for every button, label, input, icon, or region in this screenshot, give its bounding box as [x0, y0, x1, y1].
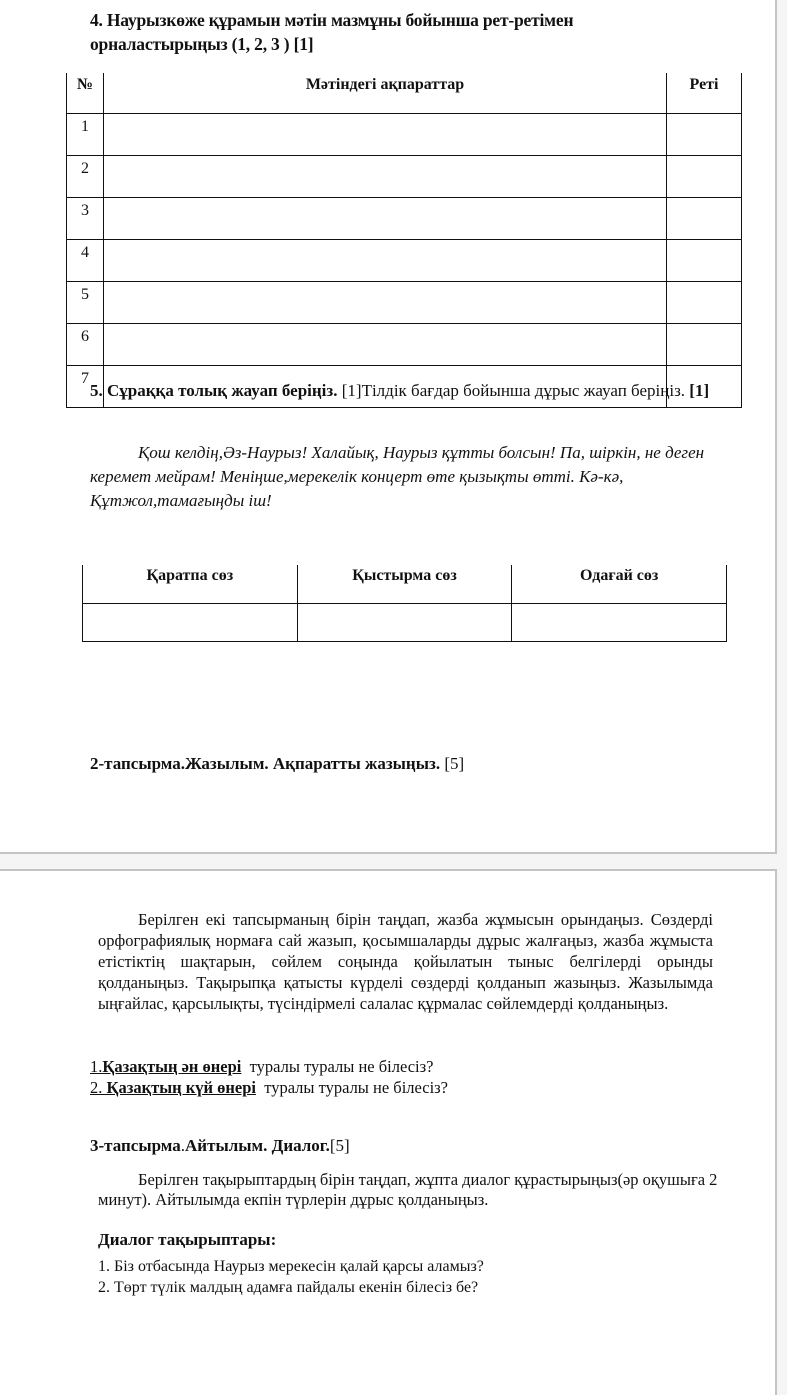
info-cell[interactable]: [104, 240, 667, 282]
header-parenthetical-word: Қыстырма сөз: [297, 565, 512, 604]
dialog-topic-item: 1. Біз отбасында Наурыз мерекесін қалай қарсы аламыз?: [98, 1258, 484, 1275]
info-cell[interactable]: [104, 282, 667, 324]
task-3-title: [90, 1136, 350, 1156]
header-address-word: Қаратпа сөз: [83, 565, 298, 604]
table-row: [67, 156, 742, 198]
option-1-rest: туралы туралы не білесіз?: [241, 1057, 434, 1076]
option-2: [90, 1077, 448, 1098]
question-5-bold: 5. Сұраққа толық жауап беріңіз.: [90, 381, 338, 400]
task-3-score: [5]: [329, 1136, 350, 1155]
row-number: 2: [67, 156, 104, 198]
row-number: 3: [67, 198, 104, 240]
task-3-instructions: Берілген тақырыптардың бірін таңдап, жұпта диалог құрастырыңыз(әр оқушыға 2 минут). Айтылымда екпін түрлерін дұрыс қолданыңыз.: [98, 1170, 718, 1209]
option-2-rest: туралы туралы не білесіз?: [255, 1078, 448, 1097]
answer-cell[interactable]: [297, 604, 512, 642]
word-type-table: [82, 565, 727, 642]
row-number: 5: [67, 282, 104, 324]
info-cell[interactable]: [104, 324, 667, 366]
question-5-instruction: [1]Тілдік бағдар бойынша дұрыс жауап беріңіз.: [337, 381, 690, 400]
option-1-number: 1.: [90, 1057, 103, 1076]
table-row: [67, 324, 742, 366]
order-cell[interactable]: [667, 324, 742, 366]
task-2-title-bold: 2-тапсырма.Жазылым. Ақпаратты жазыңыз.: [90, 754, 441, 773]
table-row: [67, 114, 742, 156]
ordering-table: [66, 73, 742, 408]
info-cell[interactable]: [104, 198, 667, 240]
question-4-title: 4. Наурызкөже құрамын мәтін мазмұны бойынша рет-ретімен орналастырыңыз (1, 2, 3 ) [1]: [90, 10, 574, 54]
dialog-topics-list: [98, 1256, 484, 1298]
table-row: [67, 282, 742, 324]
dialog-topics-title: Диалог тақырыптары:: [98, 1230, 277, 1249]
answer-cell[interactable]: [83, 604, 298, 642]
answer-cell[interactable]: [512, 604, 727, 642]
row-number: 1: [67, 114, 104, 156]
order-cell[interactable]: [667, 114, 742, 156]
task-2-score: [5]: [440, 754, 465, 773]
option-1: [90, 1056, 448, 1077]
header-text-info: Мәтіндегі ақпараттар: [104, 73, 667, 114]
row-number: 4: [67, 240, 104, 282]
row-number: 6: [67, 324, 104, 366]
header-order: Реті: [667, 73, 742, 114]
header-number: №: [67, 73, 104, 114]
option-2-topic: Қазақтың күй өнері: [106, 1078, 256, 1097]
document-page-2: [0, 869, 777, 1395]
task-3-heading: Айтылым. Диалог.: [185, 1136, 330, 1155]
table-row: [67, 240, 742, 282]
task-2-instructions: Берілген екі тапсырманың бірін таңдап, жазба жұмысын орындаңыз. Сөздерді орфографиялық нормаға сай жазып, қосымшаларды дұрыс жалғаңыз, жазба жұмыста етістіктің шақтарын, сөйлем соңында қойылатын тыныс белгілерді орынды қолданыңыз. Тақырыпқа қатысты күрделі сөздерді қолданып жазыңыз. Жазылымда ыңғайлас, қарсылықты, түсіндірмелі салалас құрмалас сөйлемдерді қолданыңыз.: [98, 910, 713, 1013]
order-cell[interactable]: [667, 198, 742, 240]
option-1-topic: Қазақтың ән өнері: [102, 1057, 242, 1076]
row-number: 7: [67, 366, 104, 408]
question-5-score: [1]: [689, 381, 710, 400]
info-cell[interactable]: [104, 114, 667, 156]
info-cell[interactable]: [104, 156, 667, 198]
dialog-topic-item: 2. Төрт түлік малдың адамға пайдалы екенін білесіз бе?: [98, 1279, 479, 1296]
order-cell[interactable]: [667, 156, 742, 198]
table-row: [67, 198, 742, 240]
order-cell[interactable]: [667, 240, 742, 282]
order-cell[interactable]: [667, 282, 742, 324]
task-3-dot: .: [180, 1136, 186, 1155]
header-interjection: Одағай сөз: [512, 565, 727, 604]
task-3-label: 3-тапсырма: [90, 1136, 181, 1155]
table-row: [83, 604, 727, 642]
option-2-number: 2.: [90, 1078, 107, 1097]
question-5-quote: Қош келдің,Әз-Наурыз! Халайық, Наурыз құтты болсын! Па, шіркін, не деген керемет мейрам! Меніңше,мерекелік концерт өте қызықты өтті. Кә-кә, Құтжол,тамағыңды іш!: [90, 443, 705, 510]
question-5-title: [90, 380, 715, 402]
writing-options: [90, 1056, 448, 1098]
task-2-title: [90, 754, 464, 774]
